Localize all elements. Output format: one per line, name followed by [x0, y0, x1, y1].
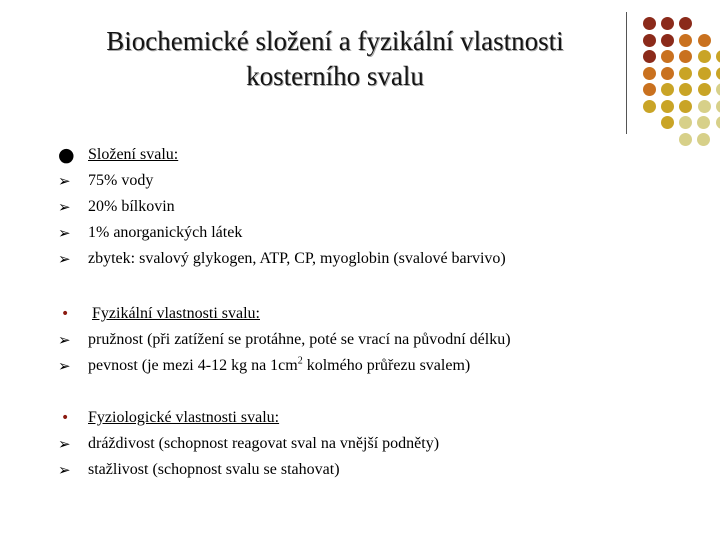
decorative-dot [661, 116, 674, 129]
decorative-dot [679, 116, 692, 129]
decorative-dot [697, 133, 710, 146]
physiological-item-contractility: stažlivost (schopnost svalu se stahovat) [88, 461, 340, 478]
decorative-divider-line [626, 12, 627, 134]
title-line-1: Biochemické složení a fyzikální vlastnosti [106, 26, 564, 56]
physical-item-strength [88, 353, 470, 379]
decorative-dot [679, 17, 692, 30]
physiological-item-excitability: dráždivost (schopnost reagovat sval na vnější podněty) [88, 435, 440, 452]
physical-heading: Fyzikální vlastnosti svalu: [92, 305, 260, 322]
decorative-dot [679, 83, 692, 96]
decorative-dot [698, 34, 711, 47]
decorative-dot [716, 116, 720, 129]
arrow-bullet-icon: ➢ [58, 435, 71, 453]
decorative-dot [643, 83, 656, 96]
slide-title [40, 24, 630, 94]
decorative-dot [679, 34, 692, 47]
decorative-dot [661, 67, 674, 80]
decorative-dot [716, 83, 720, 96]
disc-bullet-icon: ● [58, 144, 75, 166]
decorative-dot [716, 100, 720, 113]
decorative-dot [643, 50, 656, 63]
decorative-dot [679, 100, 692, 113]
decorative-dot [698, 50, 711, 63]
arrow-bullet-icon: ➢ [58, 461, 71, 479]
arrow-bullet-icon: ➢ [58, 172, 71, 190]
decorative-dot [679, 133, 692, 146]
physical-item-elasticity: pružnost (při zatížení se protáhne, poté se vrací na původní délku) [88, 331, 511, 348]
arrow-bullet-icon: ➢ [58, 357, 71, 375]
arrow-bullet-icon: ➢ [58, 198, 71, 216]
decorative-dot [661, 17, 674, 30]
decorative-dot [643, 67, 656, 80]
decorative-dot [679, 50, 692, 63]
arrow-bullet-icon: ➢ [58, 224, 71, 242]
strength-text-before: pevnost (je mezi 4-12 kg na 1cm [88, 357, 298, 374]
decorative-dot [698, 83, 711, 96]
decorative-dot [698, 67, 711, 80]
decorative-dot [661, 100, 674, 113]
dot-bullet-icon: • [61, 410, 70, 426]
title-line-2: kosterního svalu [246, 61, 424, 91]
composition-item-rest: zbytek: svalový glykogen, ATP, CP, myoglobin (svalové barvivo) [88, 250, 506, 267]
decorative-dot [697, 116, 710, 129]
composition-item-inorganic: 1% anorganických látek [88, 224, 243, 241]
composition-heading: Složení svalu: [88, 146, 179, 163]
arrow-bullet-icon: ➢ [58, 250, 71, 268]
decorative-dot [661, 34, 674, 47]
decorative-dot [698, 100, 711, 113]
decorative-dot [679, 67, 692, 80]
decorative-dot [643, 34, 656, 47]
decorative-dot [661, 83, 674, 96]
dot-bullet-icon: • [61, 306, 70, 322]
composition-item-water: 75% vody [88, 172, 154, 189]
physiological-heading: Fyziologické vlastnosti svalu: [88, 409, 280, 426]
composition-item-protein: 20% bílkovin [88, 198, 175, 215]
strength-superscript: 2 [297, 355, 303, 367]
arrow-bullet-icon: ➢ [58, 331, 71, 349]
decorative-dot [643, 100, 656, 113]
decorative-dot [643, 17, 656, 30]
strength-text-after: kolmého průřezu svalem) [302, 357, 471, 374]
decorative-dot [661, 50, 674, 63]
decorative-dot [716, 50, 720, 63]
decorative-dot [716, 67, 720, 80]
